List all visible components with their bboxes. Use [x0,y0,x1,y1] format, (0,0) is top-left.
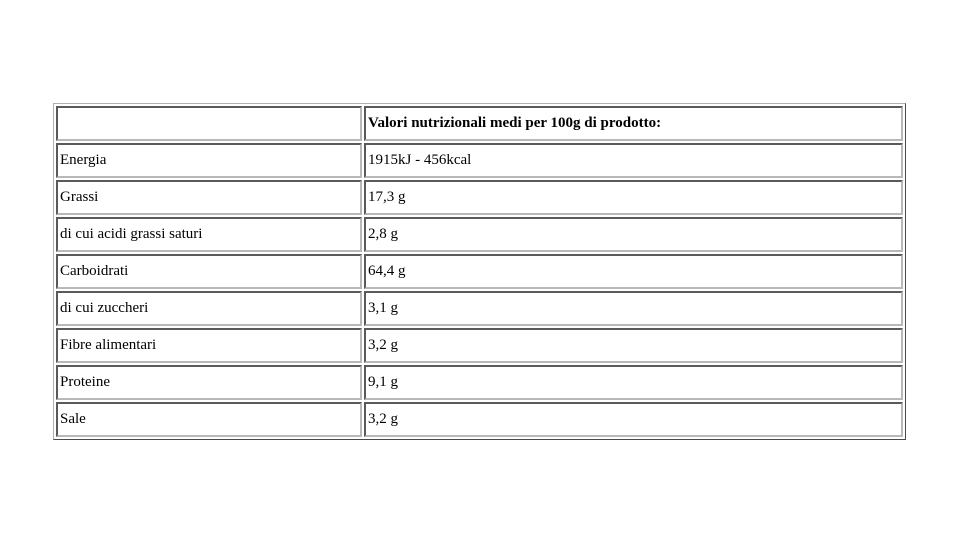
table-row [56,180,903,215]
table-row [56,402,903,437]
table-row [56,365,903,400]
table-row [56,328,903,363]
table-header-row [56,106,903,141]
nutrient-label: Sale [56,402,362,437]
nutrient-value: 2,8 g [364,217,903,252]
nutrient-label: Grassi [56,180,362,215]
nutrient-label: Energia [56,143,362,178]
table-row [56,291,903,326]
nutrient-value: 3,2 g [364,402,903,437]
nutrient-label: di cui zuccheri [56,291,362,326]
header-value-cell: Valori nutrizionali medi per 100g di prodotto: [364,106,903,141]
nutrient-value: 3,1 g [364,291,903,326]
nutrient-label: Fibre alimentari [56,328,362,363]
table-row [56,143,903,178]
nutrient-label: Proteine [56,365,362,400]
nutrient-value: 64,4 g [364,254,903,289]
nutrient-value: 9,1 g [364,365,903,400]
nutrition-table [53,103,906,440]
nutrient-label: di cui acidi grassi saturi [56,217,362,252]
nutrient-label: Carboidrati [56,254,362,289]
table-row [56,254,903,289]
nutrient-value: 17,3 g [364,180,903,215]
header-label-cell [56,106,362,141]
nutrient-value: 1915kJ - 456kcal [364,143,903,178]
table-row [56,217,903,252]
nutrient-value: 3,2 g [364,328,903,363]
